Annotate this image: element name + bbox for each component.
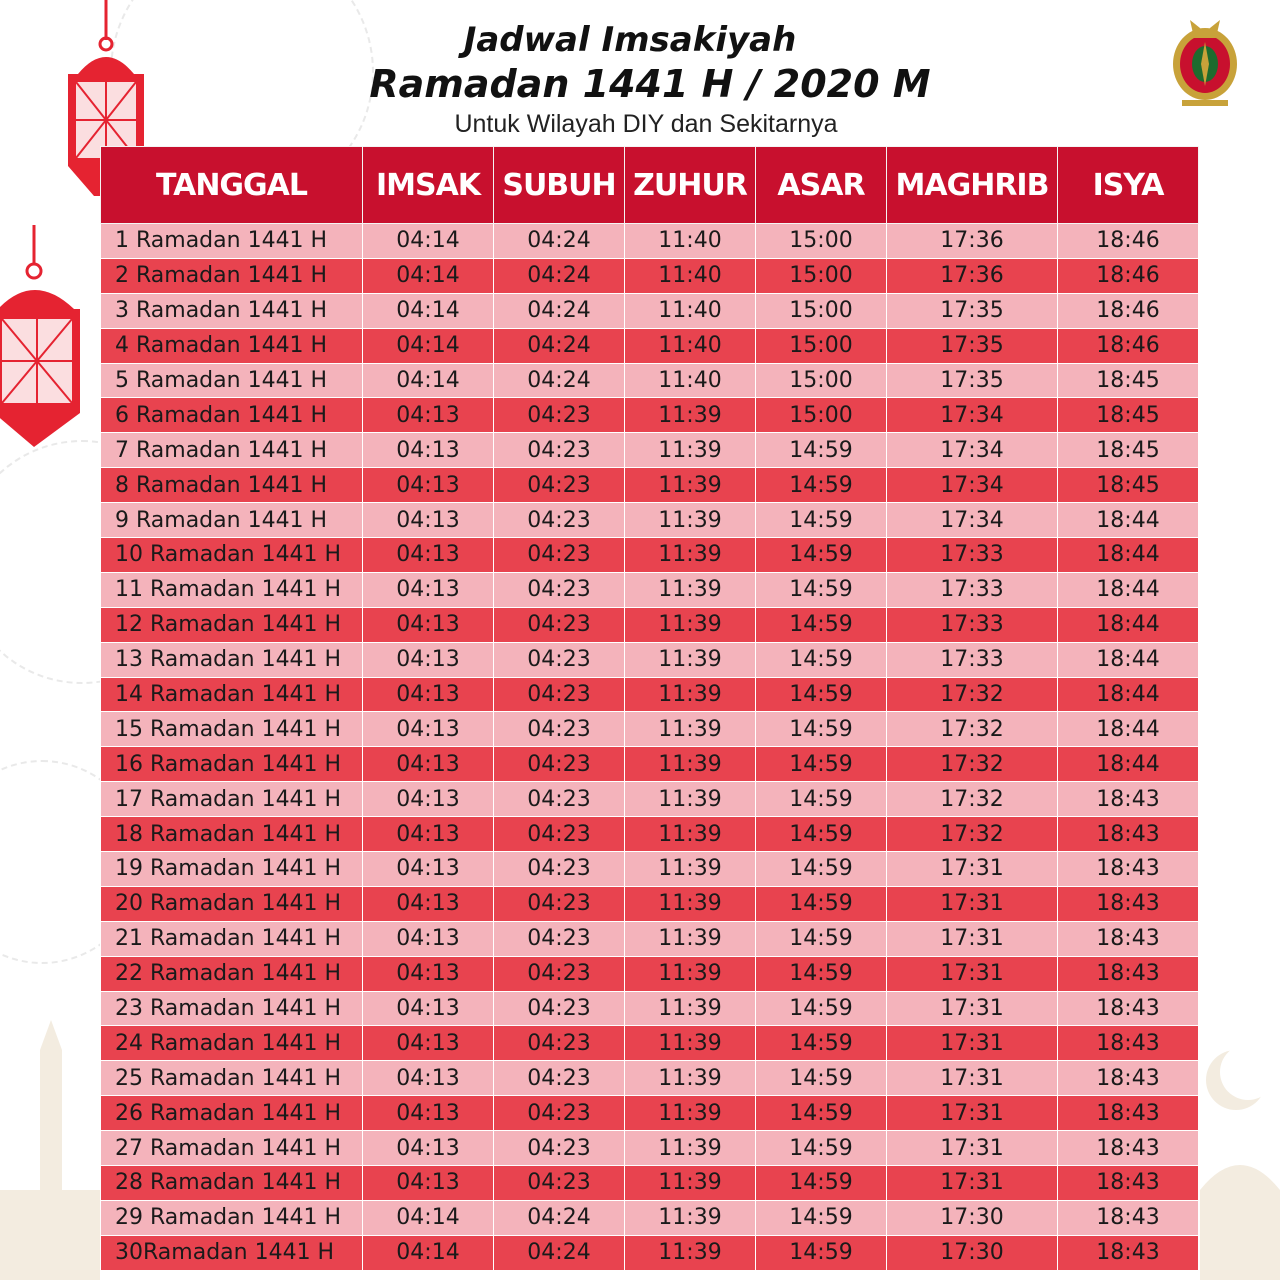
- cell-imsak: 04:13: [363, 433, 494, 468]
- cell-subuh: 04:24: [494, 293, 625, 328]
- cell-subuh: 04:23: [494, 956, 625, 991]
- cell-asar: 14:59: [756, 538, 887, 573]
- table-row: [101, 433, 1199, 468]
- cell-date: 29 Ramadan 1441 H: [101, 1200, 363, 1235]
- cell-date: 4 Ramadan 1441 H: [101, 328, 363, 363]
- cell-zuhur: 11:39: [625, 1235, 756, 1270]
- cell-maghrib: 17:30: [887, 1235, 1058, 1270]
- cell-imsak: 04:13: [363, 398, 494, 433]
- cell-asar: 14:59: [756, 503, 887, 538]
- table-row: [101, 1235, 1199, 1270]
- cell-imsak: 04:13: [363, 538, 494, 573]
- table-row: [101, 258, 1199, 293]
- cell-zuhur: 11:39: [625, 538, 756, 573]
- cell-maghrib: 17:33: [887, 642, 1058, 677]
- crest-emblem-icon: [1168, 12, 1242, 112]
- cell-subuh: 04:23: [494, 398, 625, 433]
- cell-zuhur: 11:39: [625, 433, 756, 468]
- cell-date: 25 Ramadan 1441 H: [101, 1061, 363, 1096]
- cell-imsak: 04:14: [363, 224, 494, 259]
- cell-asar: 15:00: [756, 293, 887, 328]
- cell-isya: 18:43: [1058, 1200, 1199, 1235]
- cell-date: 12 Ramadan 1441 H: [101, 607, 363, 642]
- cell-isya: 18:45: [1058, 433, 1199, 468]
- cell-zuhur: 11:39: [625, 782, 756, 817]
- cell-subuh: 04:24: [494, 328, 625, 363]
- cell-asar: 14:59: [756, 572, 887, 607]
- cell-date: 5 Ramadan 1441 H: [101, 363, 363, 398]
- cell-subuh: 04:23: [494, 433, 625, 468]
- table-row: [101, 677, 1199, 712]
- cell-asar: 14:59: [756, 1235, 887, 1270]
- table-row: [101, 363, 1199, 398]
- cell-asar: 14:59: [756, 1131, 887, 1166]
- cell-subuh: 04:23: [494, 468, 625, 503]
- cell-asar: 14:59: [756, 1096, 887, 1131]
- cell-isya: 18:44: [1058, 747, 1199, 782]
- cell-zuhur: 11:39: [625, 852, 756, 887]
- cell-subuh: 04:24: [494, 258, 625, 293]
- cell-zuhur: 11:40: [625, 293, 756, 328]
- cell-subuh: 04:23: [494, 1166, 625, 1201]
- column-header-subuh: SUBUH: [494, 147, 625, 224]
- cell-maghrib: 17:32: [887, 817, 1058, 852]
- cell-imsak: 04:13: [363, 1026, 494, 1061]
- cell-zuhur: 11:39: [625, 1200, 756, 1235]
- column-header-isya: ISYA: [1058, 147, 1199, 224]
- cell-imsak: 04:13: [363, 817, 494, 852]
- cell-date: 8 Ramadan 1441 H: [101, 468, 363, 503]
- table-row: [101, 852, 1199, 887]
- table-row: [101, 1131, 1199, 1166]
- cell-imsak: 04:13: [363, 1096, 494, 1131]
- cell-date: 13 Ramadan 1441 H: [101, 642, 363, 677]
- cell-zuhur: 11:39: [625, 1061, 756, 1096]
- cell-date: 6 Ramadan 1441 H: [101, 398, 363, 433]
- cell-maghrib: 17:33: [887, 607, 1058, 642]
- cell-zuhur: 11:39: [625, 956, 756, 991]
- cell-isya: 18:44: [1058, 607, 1199, 642]
- cell-date: 17 Ramadan 1441 H: [101, 782, 363, 817]
- cell-isya: 18:43: [1058, 1096, 1199, 1131]
- table-row: [101, 1061, 1199, 1096]
- cell-zuhur: 11:39: [625, 398, 756, 433]
- cell-zuhur: 11:39: [625, 1131, 756, 1166]
- cell-imsak: 04:13: [363, 642, 494, 677]
- cell-maghrib: 17:35: [887, 328, 1058, 363]
- table-row: [101, 782, 1199, 817]
- cell-isya: 18:43: [1058, 1131, 1199, 1166]
- cell-isya: 18:43: [1058, 886, 1199, 921]
- cell-maghrib: 17:36: [887, 224, 1058, 259]
- cell-date: 20 Ramadan 1441 H: [101, 886, 363, 921]
- cell-subuh: 04:23: [494, 1061, 625, 1096]
- cell-asar: 15:00: [756, 224, 887, 259]
- imsakiyah-table: [100, 146, 1199, 1271]
- table-row: [101, 712, 1199, 747]
- cell-subuh: 04:24: [494, 1200, 625, 1235]
- cell-date: 11 Ramadan 1441 H: [101, 572, 363, 607]
- cell-maghrib: 17:34: [887, 503, 1058, 538]
- table-row: [101, 572, 1199, 607]
- cell-maghrib: 17:32: [887, 712, 1058, 747]
- cell-zuhur: 11:39: [625, 991, 756, 1026]
- cell-asar: 14:59: [756, 991, 887, 1026]
- cell-zuhur: 11:40: [625, 363, 756, 398]
- cell-date: 1 Ramadan 1441 H: [101, 224, 363, 259]
- cell-isya: 18:43: [1058, 1235, 1199, 1270]
- cell-zuhur: 11:39: [625, 817, 756, 852]
- cell-date: 19 Ramadan 1441 H: [101, 852, 363, 887]
- cell-maghrib: 17:31: [887, 1131, 1058, 1166]
- table-row: [101, 328, 1199, 363]
- cell-maghrib: 17:32: [887, 782, 1058, 817]
- cell-asar: 14:59: [756, 1026, 887, 1061]
- cell-asar: 15:00: [756, 363, 887, 398]
- mosque-silhouette-icon: [0, 1020, 100, 1280]
- page-title: Jadwal Imsakiyah: [463, 20, 797, 60]
- cell-maghrib: 17:33: [887, 572, 1058, 607]
- table-row: [101, 607, 1199, 642]
- cell-imsak: 04:13: [363, 712, 494, 747]
- cell-maghrib: 17:32: [887, 677, 1058, 712]
- cell-asar: 14:59: [756, 817, 887, 852]
- cell-zuhur: 11:40: [625, 224, 756, 259]
- cell-subuh: 04:24: [494, 363, 625, 398]
- cell-subuh: 04:23: [494, 817, 625, 852]
- cell-asar: 14:59: [756, 468, 887, 503]
- cell-zuhur: 11:40: [625, 258, 756, 293]
- cell-date: 15 Ramadan 1441 H: [101, 712, 363, 747]
- table-row: [101, 921, 1199, 956]
- cell-subuh: 04:23: [494, 852, 625, 887]
- cell-asar: 14:59: [756, 956, 887, 991]
- cell-subuh: 04:23: [494, 921, 625, 956]
- table-row: [101, 503, 1199, 538]
- cell-imsak: 04:13: [363, 886, 494, 921]
- cell-imsak: 04:13: [363, 468, 494, 503]
- cell-asar: 15:00: [756, 328, 887, 363]
- cell-asar: 14:59: [756, 1166, 887, 1201]
- lantern-icon: [0, 225, 90, 450]
- cell-subuh: 04:23: [494, 747, 625, 782]
- cell-asar: 14:59: [756, 782, 887, 817]
- cell-subuh: 04:23: [494, 991, 625, 1026]
- cell-subuh: 04:23: [494, 712, 625, 747]
- cell-isya: 18:46: [1058, 328, 1199, 363]
- cell-imsak: 04:14: [363, 1200, 494, 1235]
- page-subtitle-year: Ramadan 1441 H / 2020 M: [369, 62, 931, 106]
- table-row: [101, 642, 1199, 677]
- cell-date: 16 Ramadan 1441 H: [101, 747, 363, 782]
- cell-maghrib: 17:31: [887, 1166, 1058, 1201]
- cell-date: 30Ramadan 1441 H: [101, 1235, 363, 1270]
- column-header-date: TANGGAL: [101, 147, 363, 224]
- cell-zuhur: 11:39: [625, 607, 756, 642]
- cell-isya: 18:44: [1058, 677, 1199, 712]
- cell-zuhur: 11:39: [625, 642, 756, 677]
- cell-imsak: 04:13: [363, 1061, 494, 1096]
- cell-subuh: 04:23: [494, 572, 625, 607]
- table-row: [101, 224, 1199, 259]
- cell-maghrib: 17:35: [887, 293, 1058, 328]
- cell-isya: 18:44: [1058, 538, 1199, 573]
- cell-maghrib: 17:34: [887, 433, 1058, 468]
- table-row: [101, 1166, 1199, 1201]
- cell-date: 22 Ramadan 1441 H: [101, 956, 363, 991]
- cell-asar: 14:59: [756, 607, 887, 642]
- cell-maghrib: 17:36: [887, 258, 1058, 293]
- cell-asar: 15:00: [756, 258, 887, 293]
- cell-zuhur: 11:39: [625, 677, 756, 712]
- cell-isya: 18:46: [1058, 293, 1199, 328]
- table-row: [101, 886, 1199, 921]
- cell-subuh: 04:23: [494, 1096, 625, 1131]
- table-row: [101, 293, 1199, 328]
- cell-isya: 18:44: [1058, 712, 1199, 747]
- column-header-maghrib: MAGHRIB: [887, 147, 1058, 224]
- cell-isya: 18:46: [1058, 224, 1199, 259]
- cell-isya: 18:43: [1058, 817, 1199, 852]
- cell-asar: 14:59: [756, 886, 887, 921]
- cell-imsak: 04:14: [363, 293, 494, 328]
- cell-isya: 18:45: [1058, 468, 1199, 503]
- cell-imsak: 04:13: [363, 572, 494, 607]
- cell-subuh: 04:23: [494, 886, 625, 921]
- cell-maghrib: 17:31: [887, 1026, 1058, 1061]
- cell-zuhur: 11:39: [625, 1026, 756, 1061]
- cell-imsak: 04:14: [363, 258, 494, 293]
- cell-zuhur: 11:40: [625, 328, 756, 363]
- cell-date: 14 Ramadan 1441 H: [101, 677, 363, 712]
- cell-asar: 15:00: [756, 398, 887, 433]
- cell-maghrib: 17:32: [887, 747, 1058, 782]
- cell-subuh: 04:23: [494, 782, 625, 817]
- cell-isya: 18:44: [1058, 642, 1199, 677]
- cell-asar: 14:59: [756, 921, 887, 956]
- cell-isya: 18:45: [1058, 363, 1199, 398]
- cell-isya: 18:44: [1058, 503, 1199, 538]
- cell-date: 7 Ramadan 1441 H: [101, 433, 363, 468]
- table-row: [101, 1026, 1199, 1061]
- table-row: [101, 1200, 1199, 1235]
- table-row: [101, 817, 1199, 852]
- table-row: [101, 991, 1199, 1026]
- cell-asar: 14:59: [756, 677, 887, 712]
- cell-maghrib: 17:31: [887, 1061, 1058, 1096]
- cell-zuhur: 11:39: [625, 468, 756, 503]
- cell-zuhur: 11:39: [625, 503, 756, 538]
- cell-date: 23 Ramadan 1441 H: [101, 991, 363, 1026]
- cell-isya: 18:43: [1058, 852, 1199, 887]
- table-header-row: [101, 147, 1199, 224]
- table-row: [101, 538, 1199, 573]
- cell-imsak: 04:13: [363, 921, 494, 956]
- cell-date: 28 Ramadan 1441 H: [101, 1166, 363, 1201]
- cell-zuhur: 11:39: [625, 572, 756, 607]
- cell-maghrib: 17:31: [887, 921, 1058, 956]
- cell-subuh: 04:23: [494, 607, 625, 642]
- column-header-asar: ASAR: [756, 147, 887, 224]
- cell-date: 10 Ramadan 1441 H: [101, 538, 363, 573]
- cell-date: 27 Ramadan 1441 H: [101, 1131, 363, 1166]
- cell-isya: 18:43: [1058, 1061, 1199, 1096]
- cell-isya: 18:43: [1058, 921, 1199, 956]
- mosque-silhouette-icon: [1200, 1120, 1280, 1280]
- cell-imsak: 04:13: [363, 956, 494, 991]
- cell-date: 24 Ramadan 1441 H: [101, 1026, 363, 1061]
- cell-maghrib: 17:31: [887, 852, 1058, 887]
- cell-zuhur: 11:39: [625, 712, 756, 747]
- region-subtitle: Untuk Wilayah DIY dan Sekitarnya: [454, 110, 838, 138]
- cell-imsak: 04:14: [363, 1235, 494, 1270]
- cell-imsak: 04:13: [363, 1166, 494, 1201]
- table-row: [101, 1096, 1199, 1131]
- cell-date: 9 Ramadan 1441 H: [101, 503, 363, 538]
- cell-date: 26 Ramadan 1441 H: [101, 1096, 363, 1131]
- cell-zuhur: 11:39: [625, 1166, 756, 1201]
- cell-maghrib: 17:33: [887, 538, 1058, 573]
- cell-subuh: 04:23: [494, 677, 625, 712]
- cell-maghrib: 17:34: [887, 398, 1058, 433]
- cell-maghrib: 17:34: [887, 468, 1058, 503]
- cell-subuh: 04:23: [494, 1026, 625, 1061]
- cell-maghrib: 17:31: [887, 956, 1058, 991]
- cell-asar: 14:59: [756, 852, 887, 887]
- cell-zuhur: 11:39: [625, 1096, 756, 1131]
- cell-isya: 18:45: [1058, 398, 1199, 433]
- cell-imsak: 04:13: [363, 852, 494, 887]
- cell-imsak: 04:14: [363, 363, 494, 398]
- cell-asar: 14:59: [756, 433, 887, 468]
- cell-imsak: 04:13: [363, 1131, 494, 1166]
- table-row: [101, 468, 1199, 503]
- cell-imsak: 04:13: [363, 677, 494, 712]
- cell-maghrib: 17:31: [887, 886, 1058, 921]
- cell-date: 2 Ramadan 1441 H: [101, 258, 363, 293]
- crescent-moon-icon: [1200, 1040, 1270, 1120]
- cell-isya: 18:46: [1058, 258, 1199, 293]
- cell-zuhur: 11:39: [625, 747, 756, 782]
- column-header-imsak: IMSAK: [363, 147, 494, 224]
- cell-subuh: 04:23: [494, 503, 625, 538]
- column-header-zuhur: ZUHUR: [625, 147, 756, 224]
- cell-isya: 18:44: [1058, 572, 1199, 607]
- table-row: [101, 398, 1199, 433]
- table-row: [101, 956, 1199, 991]
- table-row: [101, 747, 1199, 782]
- cell-isya: 18:43: [1058, 782, 1199, 817]
- cell-maghrib: 17:31: [887, 1096, 1058, 1131]
- cell-subuh: 04:24: [494, 1235, 625, 1270]
- cell-zuhur: 11:39: [625, 886, 756, 921]
- cell-isya: 18:43: [1058, 1166, 1199, 1201]
- cell-imsak: 04:13: [363, 607, 494, 642]
- cell-subuh: 04:23: [494, 642, 625, 677]
- cell-imsak: 04:13: [363, 503, 494, 538]
- cell-imsak: 04:13: [363, 747, 494, 782]
- cell-isya: 18:43: [1058, 991, 1199, 1026]
- cell-imsak: 04:13: [363, 991, 494, 1026]
- cell-asar: 14:59: [756, 1200, 887, 1235]
- cell-imsak: 04:13: [363, 782, 494, 817]
- cell-imsak: 04:14: [363, 328, 494, 363]
- cell-date: 21 Ramadan 1441 H: [101, 921, 363, 956]
- cell-zuhur: 11:39: [625, 921, 756, 956]
- cell-subuh: 04:23: [494, 1131, 625, 1166]
- cell-subuh: 04:24: [494, 224, 625, 259]
- cell-date: 3 Ramadan 1441 H: [101, 293, 363, 328]
- cell-asar: 14:59: [756, 747, 887, 782]
- cell-maghrib: 17:35: [887, 363, 1058, 398]
- cell-date: 18 Ramadan 1441 H: [101, 817, 363, 852]
- cell-subuh: 04:23: [494, 538, 625, 573]
- cell-asar: 14:59: [756, 642, 887, 677]
- cell-asar: 14:59: [756, 1061, 887, 1096]
- cell-asar: 14:59: [756, 712, 887, 747]
- cell-isya: 18:43: [1058, 1026, 1199, 1061]
- cell-maghrib: 17:31: [887, 991, 1058, 1026]
- cell-isya: 18:43: [1058, 956, 1199, 991]
- cell-maghrib: 17:30: [887, 1200, 1058, 1235]
